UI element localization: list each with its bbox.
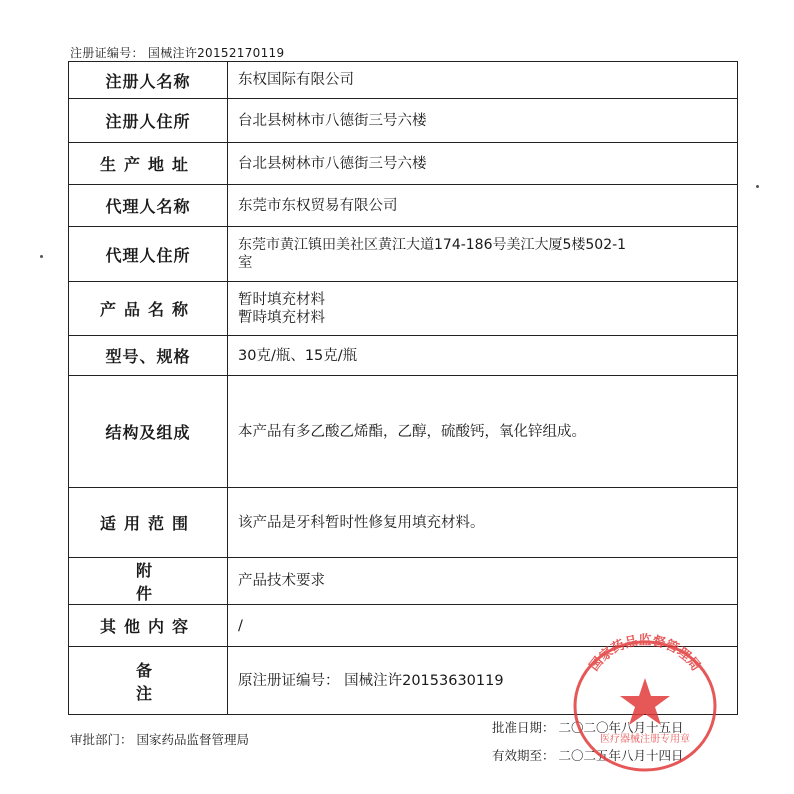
row-value: 东莞市黄江镇田美社区黄江大道174-186号美江大厦5楼502-1 室 xyxy=(228,227,738,282)
row-value: 台北县树林市八德街三号六楼 xyxy=(228,143,738,185)
table-row xyxy=(69,376,738,488)
row-label: 附件 xyxy=(69,558,228,605)
row-label: 注册人住所 xyxy=(69,99,228,143)
row-value: 原注册证编号： 国械注许20153630119 xyxy=(228,647,738,715)
row-label: 产品名称 xyxy=(69,282,228,336)
row-value: 暂时填充材料 暫時填充材料 xyxy=(228,282,738,336)
row-value: / xyxy=(228,605,738,647)
seal-outer-text: 国家药品监督管理局 xyxy=(586,633,704,675)
scan-speck xyxy=(756,185,759,188)
row-label: 生产地址 xyxy=(69,143,228,185)
table-row xyxy=(69,143,738,185)
seal-star-icon xyxy=(620,678,670,725)
official-seal-icon xyxy=(560,626,730,776)
registration-number: 注册证编号： 国械注许20152170119 xyxy=(70,46,285,60)
certificate-table xyxy=(68,61,738,715)
row-value: 台北县树林市八德街三号六楼 xyxy=(228,99,738,143)
seal-inner-text: 医疗器械注册专用章 xyxy=(600,734,690,745)
row-value: 东莞市东权贸易有限公司 xyxy=(228,185,738,227)
approval-date: 批准日期： 二〇二〇年八月十五日 xyxy=(492,720,684,735)
row-value: 该产品是牙科暂时性修复用填充材料。 xyxy=(228,488,738,558)
table-row xyxy=(69,282,738,336)
row-label: 代理人住所 xyxy=(69,227,228,282)
table-row xyxy=(69,558,738,605)
row-label: 注册人名称 xyxy=(69,62,228,99)
row-value: 本产品有多乙酸乙烯酯，乙醇，硫酸钙，氧化锌组成。 xyxy=(228,376,738,488)
table-row xyxy=(69,62,738,99)
row-label: 备注 xyxy=(69,647,228,715)
row-label: 型号、规格 xyxy=(69,336,228,376)
row-value: 东权国际有限公司 xyxy=(228,62,738,99)
row-label: 代理人名称 xyxy=(69,185,228,227)
row-label: 结构及组成 xyxy=(69,376,228,488)
scan-speck xyxy=(40,255,43,258)
row-label: 其他内容 xyxy=(69,605,228,647)
table-row xyxy=(69,99,738,143)
table-row xyxy=(69,227,738,282)
row-value: 产品技术要求 xyxy=(228,558,738,605)
row-label: 适用范围 xyxy=(69,488,228,558)
approval-department: 审批部门： 国家药品监督管理局 xyxy=(70,732,249,747)
table-row xyxy=(69,185,738,227)
row-value: 30克/瓶、15克/瓶 xyxy=(228,336,738,376)
valid-until: 有效期至： 二〇二五年八月十四日 xyxy=(492,748,684,763)
table-row xyxy=(69,336,738,376)
table-row xyxy=(69,488,738,558)
